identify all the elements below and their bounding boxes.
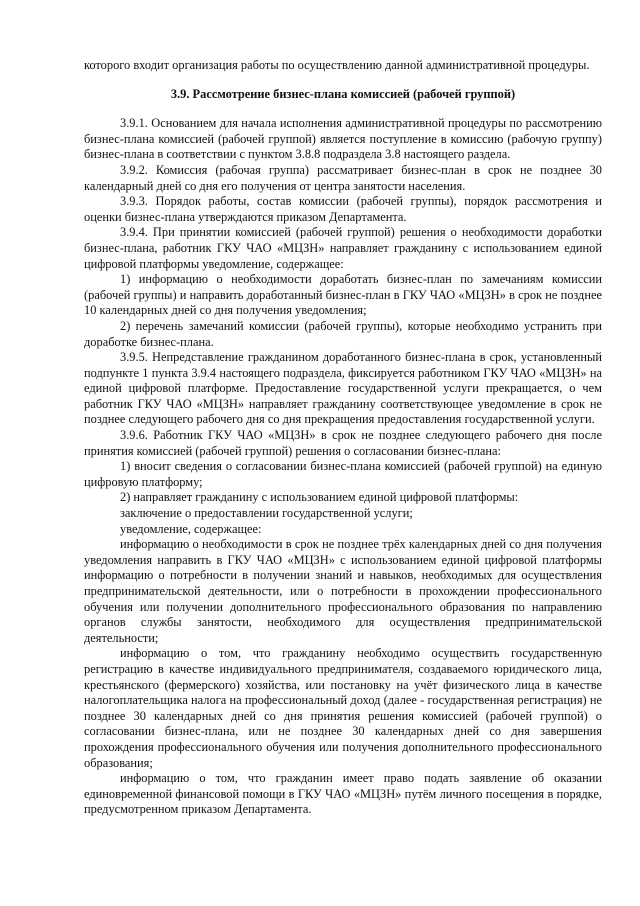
sub-item-conclusion: заключение о предоставлении государственной услуги; — [120, 506, 413, 521]
paragraph-3-9-4: 3.9.4. При принятии комиссией (рабочей группой) решения о необходимости доработки бизнес-плана, работник ГКУ ЧАО «МЦЗН» направляет гражданину с использованием единой цифровой платформы уведомление, содержащее: — [84, 225, 602, 271]
list-item-3-9-4-2: 2) перечень замечаний комиссии (рабочей группы), которые необходимо устранить при доработке бизнес-плана. — [84, 318, 602, 349]
section-title: 3.9. Рассмотрение бизнес-плана комиссией (рабочей группой) — [170, 86, 516, 101]
paragraph-3-9-3: 3.9.3. Порядок работы, состав комиссии (рабочей группы), порядок рассмотрения и оценки бизнес-плана утверждаются приказом Департамента. — [84, 194, 602, 224]
paragraph-3-9-6: 3.9.6. Работник ГКУ ЧАО «МЦЗН» в срок не позднее следующего рабочего дня после принятия комиссией (рабочей группой) решения о согласовании бизнес-плана: — [84, 428, 602, 458]
paragraph-3-9-1: 3.9.1. Основанием для начала исполнения административной процедуры по рассмотрению бизнес-плана комиссией (рабочей группой) является поступление в комиссию (рабочую группу) бизнес-плана в соответствии с пунктом 3.8.8 подраздела 3.8 настоящего раздела. — [84, 116, 602, 162]
list-item-3-9-6-1: 1) вносит сведения о согласовании бизнес-плана комиссией (рабочей группой) на единую цифровую платформу; — [84, 459, 602, 489]
sub-item-information-training: информацию о необходимости в срок не позднее трёх календарных дней со дня получения уведомления направить в ГКУ ЧАО «МЦЗН» с использованием единой цифровой платформы информацию о потребности в получении знаний и навыков, необходимых для осуществления предпринимательской деятельности, или о потребности в прохождении профессионального обучения или получении дополнительного профессионального образования по направлению органов службы занятости, необходимого для осуществления предпринимательской деятельности; — [84, 537, 602, 645]
sub-item-information-registration: информацию о том, что гражданину необходимо осуществить государственную регистрацию в качестве индивидуального предпринимателя, создаваемого юридического лица, крестьянского (фермерского) хозяйства, или постановку на учёт физического лица в качестве налогоплательщика налога на профессиональный доход (далее - государственная регистрация) не позднее 30 календарных дней со дня принятия решения комиссией (рабочей группой) о согласовании бизнес-плана, или не позднее 30 календарных дней со дня завершения прохождения профессионального обучения или получения дополнительного профессионального образования; — [84, 646, 602, 770]
list-item-3-9-4-1: 1) информацию о необходимости доработать бизнес-план по замечаниям комиссии (рабочей группы) и направить доработанный бизнес-план в ГКУ ЧАО «МЦЗН» в срок не позднее 10 календарных дней со дня получения уведомления; — [84, 272, 602, 318]
list-item-3-9-6-2: 2) направляет гражданину с использованием единой цифровой платформы: — [120, 490, 519, 505]
sub-item-notification: уведомление, содержащее: — [120, 521, 262, 536]
paragraph-3-9-5: 3.9.5. Непредставление гражданином доработанного бизнес-плана в срок, установленный подпункте 1 пункта 3.9.4 настоящего подраздела, фиксируется работником ГКУ ЧАО «МЦЗН» на единой цифровой платформе. Предоставление государственной услуги прекращается, о чем работник ГКУ ЧАО «МЦЗН» направляет гражданину соответствующее уведомление в срок не позднее следующего рабочего дня со дня прекращения предоставления государственной услуги. — [84, 350, 602, 427]
paragraph-3-9-2: 3.9.2. Комиссия (рабочая группа) рассматривает бизнес-план в срок не позднее 30 календарный дней со дня его получения от центра занятости населения. — [84, 162, 602, 193]
sub-item-information-financial-aid: информацию о том, что гражданин имеет право подать заявление об оказании единовременной финансовой помощи в ГКУ ЧАО «МЦЗН» путём личного посещения в порядке, предусмотренном приказом Департамента. — [84, 771, 602, 817]
document-page — [84, 58, 602, 818]
lead-paragraph: которого входит организация работы по осуществлению данной административной процедуры. — [84, 58, 590, 72]
